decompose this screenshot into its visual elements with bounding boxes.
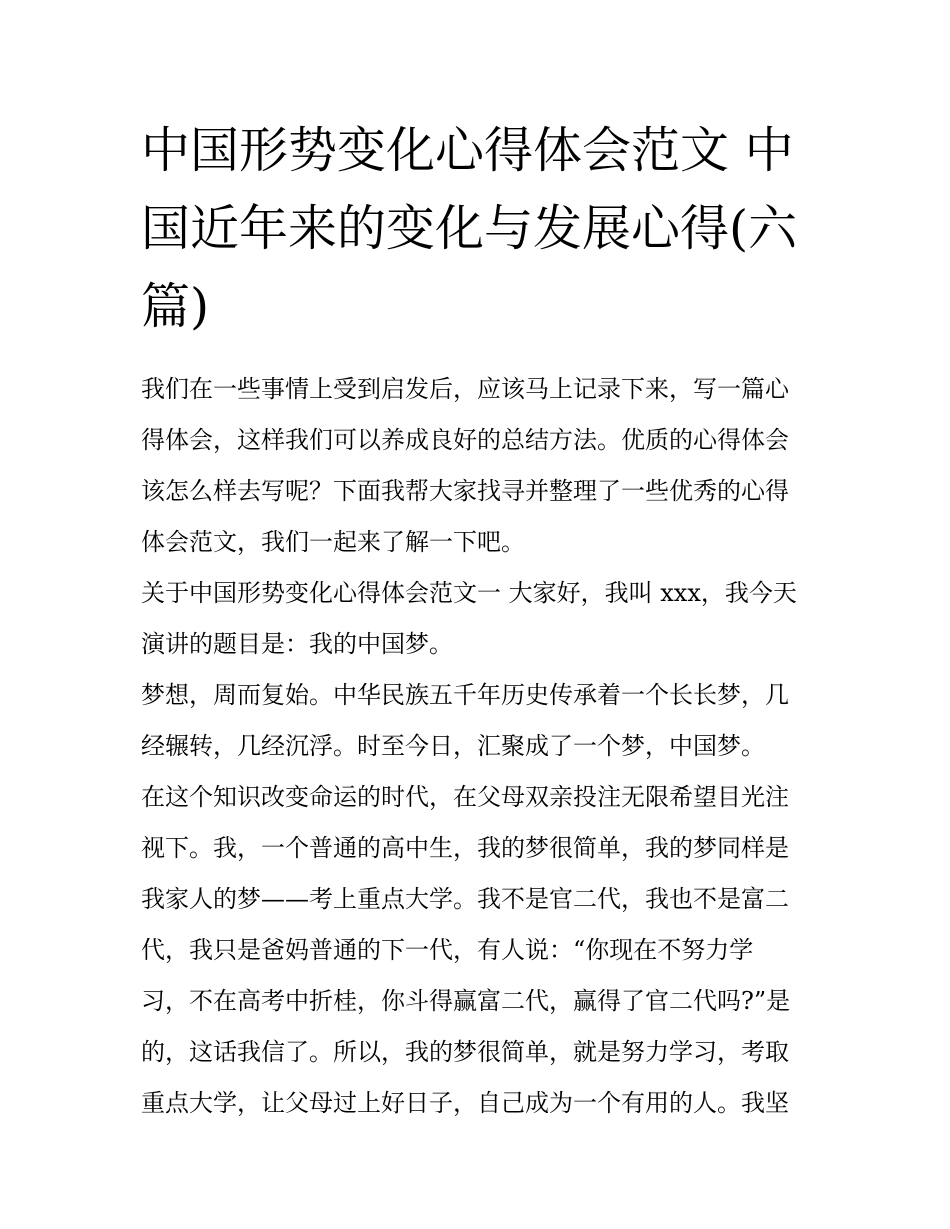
text-line: 关于中国形势变化心得体会范文一 大家好，我叫 xxx，我今天 (141, 579, 797, 607)
document-content (141, 112, 813, 1129)
text-line: 习，不在高考中折桂，你斗得赢富二代，赢得了官二代吗?”是 (141, 987, 791, 1015)
text-line: 得体会，这样我们可以养成良好的总结方法。优质的心得体会 (141, 426, 789, 454)
paragraph-speech-opening (141, 568, 813, 670)
text-line: 我家人的梦——考上重点大学。我不是官二代，我也不是富二 (141, 885, 789, 913)
title-line: 中国形势变化心得体会范文 中 (141, 122, 794, 179)
text-line: 该怎么样去写呢？下面我帮大家找寻并整理了一些优秀的心得 (141, 477, 789, 505)
document-title (141, 112, 813, 346)
text-line: 代，我只是爸妈普通的下一代，有人说：“你现在不努力学 (141, 936, 754, 964)
text-line: 视下。我，一个普通的高中生，我的梦很简单，我的梦同样是 (141, 834, 789, 862)
paragraph-personal-dream (141, 772, 813, 1129)
text-line: 演讲的题目是：我的中国梦。 (141, 630, 453, 658)
text-line: 重点大学，让父母过上好日子，自己成为一个有用的人。我坚 (141, 1089, 789, 1117)
text-line: 经辗转，几经沉浮。时至今日，汇聚成了一个梦，中国梦。 (141, 732, 765, 760)
text-line: 的，这话我信了。所以，我的梦很简单，就是努力学习，考取 (141, 1038, 789, 1066)
text-line: 梦想，周而复始。中华民族五千年历史传承着一个长长梦，几 (141, 681, 789, 709)
paragraph-dream (141, 670, 813, 772)
text-line: 我们在一些事情上受到启发后，应该马上记录下来，写一篇心 (141, 375, 789, 403)
text-line: 在这个知识改变命运的时代，在父母双亲投注无限希望目光注 (141, 783, 789, 811)
title-line: 国近年来的变化与发展心得(六 (141, 200, 798, 257)
text-line: 体会范文，我们一起来了解一下吧。 (141, 528, 525, 556)
title-line: 篇) (141, 278, 210, 335)
paragraph-intro (141, 364, 813, 568)
